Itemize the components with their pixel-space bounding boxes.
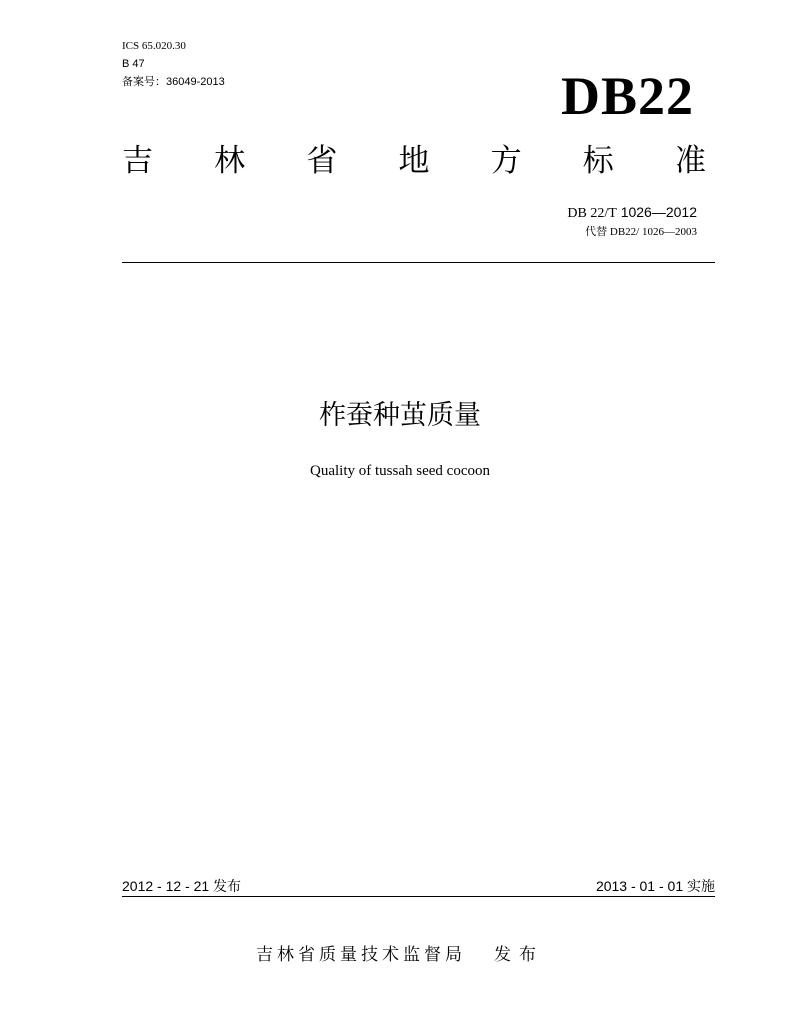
standard-number-main: 1026—2012 (620, 204, 697, 220)
standard-code-logo: DB22 (560, 66, 694, 126)
standard-type-char: 标 (582, 143, 614, 179)
standard-type-char: 省 (306, 143, 338, 179)
standard-number (567, 203, 697, 223)
implement-date: 2013 - 01 - 01 实施 (595, 878, 715, 894)
standard-type-char: 地 (398, 143, 430, 179)
issuer-line (0, 943, 800, 967)
ccs-code: B 47 (122, 58, 145, 70)
top-divider (122, 262, 715, 263)
bottom-divider (122, 896, 715, 897)
standard-type-char: 准 (674, 143, 706, 179)
replaces-standard: 代替 DB22/ 1026—2003 (585, 226, 697, 238)
issuer-organization: 吉林省质量技术监督局 (256, 945, 466, 965)
document-title-chinese: 柞蚕种茧质量 (319, 400, 481, 431)
ics-code: ICS 65.020.30 (122, 40, 186, 52)
standard-type-title (122, 140, 706, 182)
standard-number-prefix: DB 22/T (567, 206, 617, 221)
standard-type-char: 吉 (122, 143, 153, 179)
standard-type-char: 方 (490, 143, 522, 179)
filing-number: 备案号：36049-2013 (122, 76, 225, 88)
document-title-english: Quality of tussah seed cocoon (310, 463, 490, 479)
publish-date: 2012 - 12 - 21 发布 (122, 878, 242, 894)
standard-type-char: 林 (214, 143, 246, 179)
issuer-action: 发布 (494, 945, 544, 965)
